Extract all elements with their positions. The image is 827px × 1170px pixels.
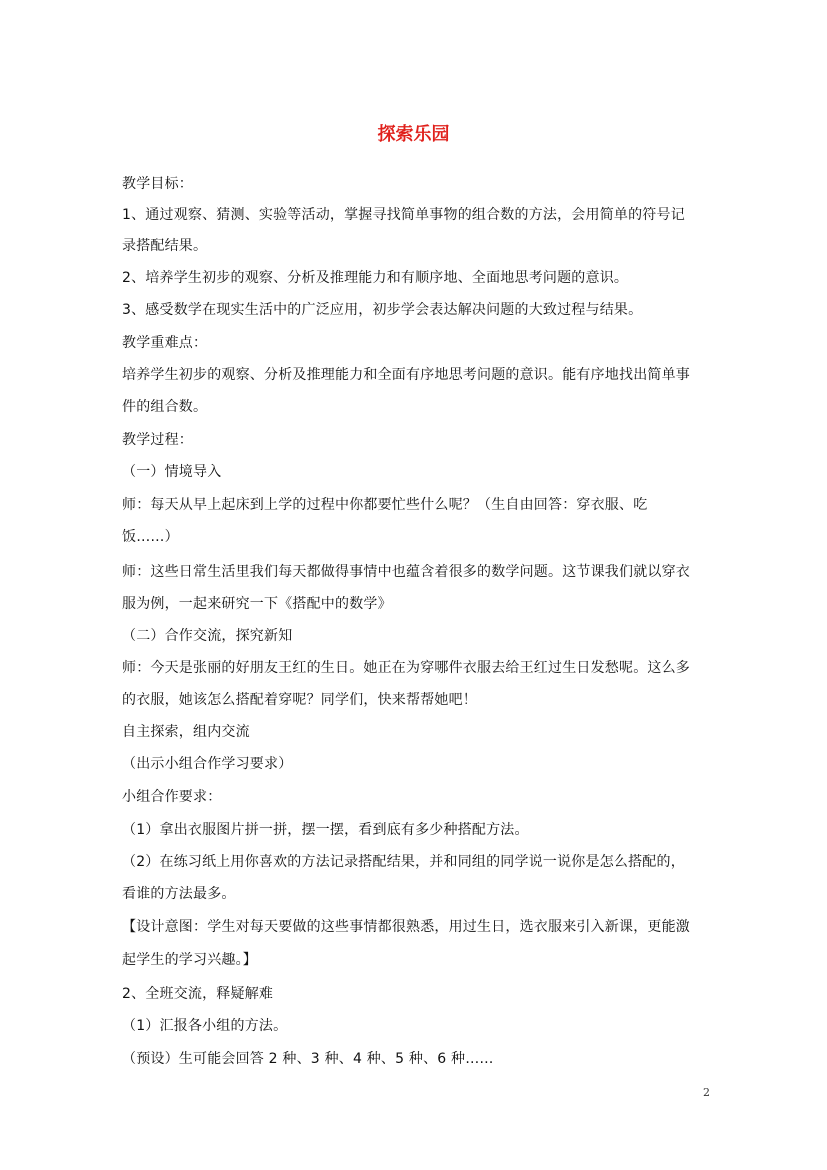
paragraph-line: 的衣服，她该怎么搭配着穿呢？同学们，快来帮帮她吧！	[122, 692, 477, 708]
paragraph-line: 服为例，一起来研究一下《搭配中的数学》	[122, 596, 392, 612]
paragraph-line: 教学过程：	[122, 432, 193, 448]
paragraph-line: （二）合作交流，探究新知	[122, 628, 293, 644]
paragraph-line: 师：这些日常生活里我们每天都做得事情中也蕴含着很多的数学问题。这节课我们就以穿衣	[122, 564, 690, 580]
paragraph-line: 饭……）	[122, 529, 179, 545]
paragraph-line: 录搭配结果。	[122, 238, 208, 254]
paragraph-line: 看谁的方法最多。	[122, 886, 236, 902]
paragraph-line: 师：今天是张丽的好朋友王红的生日。她正在为穿哪件衣服去给王红过生日发愁呢。这么多	[122, 660, 690, 676]
paragraph-line: （预设）生可能会回答 2 种、3 种、4 种、5 种、6 种……	[122, 1051, 494, 1067]
paragraph-line: 3、感受数学在现实生活中的广泛应用，初步学会表达解决问题的大致过程与结果。	[122, 302, 643, 318]
paragraph-line: 2、全班交流，释疑解难	[122, 986, 274, 1002]
paragraph-line: （1）拿出衣服图片拼一拼，摆一摆，看到底有多少种搭配方法。	[122, 822, 529, 838]
paragraph-line: （1）汇报各小组的方法。	[122, 1018, 288, 1034]
paragraph-line: 小组合作要求：	[122, 789, 222, 805]
paragraph-line: 2、培养学生初步的观察、分析及推理能力和有顺序地、全面地思考问题的意识。	[122, 270, 629, 286]
paragraph-line: 件的组合数。	[122, 399, 208, 415]
page-number: 2	[703, 1086, 710, 1099]
paragraph-line: 教学重难点：	[122, 335, 208, 351]
paragraph-line: 培养学生初步的观察、分析及推理能力和全面有序地思考问题的意识。能有序地找出简单事	[122, 367, 690, 383]
paragraph-line: 师：每天从早上起床到上学的过程中你都要忙些什么呢？（生自由回答：穿衣服、吃	[122, 497, 648, 513]
paragraph-line: （出示小组合作学习要求）	[122, 756, 293, 772]
paragraph-line: 自主探索，组内交流	[122, 724, 250, 740]
paragraph-line: 1、通过观察、猜测、实验等活动，掌握寻找简单事物的组合数的方法，会用简单的符号记	[122, 207, 685, 223]
design-intent-line: 【设计意图：学生对每天要做的这些事情都很熟悉，用过生日，选衣服来引入新课，更能激	[122, 919, 690, 935]
paragraph-line: 教学目标：	[122, 176, 193, 192]
paragraph-line: （2）在练习纸上用你喜欢的方法记录搭配结果，并和同组的同学说一说你是怎么搭配的，	[122, 854, 685, 870]
document-title: 探索乐园	[377, 124, 450, 145]
paragraph-line: （一）情境导入	[122, 464, 222, 480]
design-intent-line: 起学生的学习兴趣。】	[122, 952, 257, 968]
